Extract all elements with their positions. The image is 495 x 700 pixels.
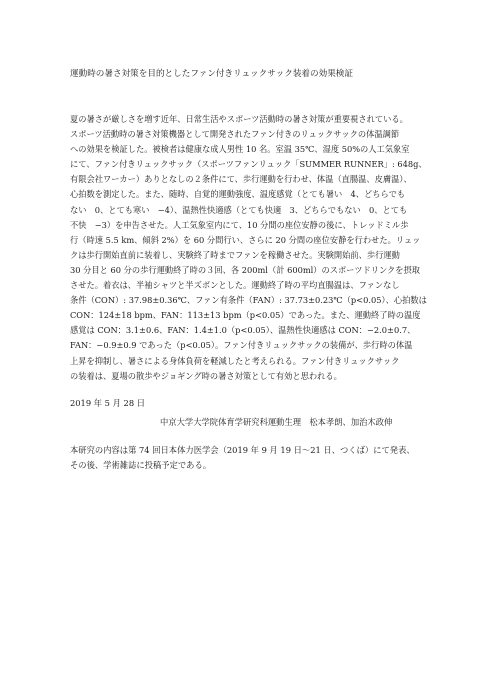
document-date: 2019 年 5 月 28 日	[70, 398, 146, 408]
body-line: 感覚は CON：3.1±0.6、FAN：1.4±1.0（p<0.05）、温熱性快適感は CON：−2.0±0.7、	[70, 325, 416, 336]
presentation-note	[70, 443, 440, 473]
body-line: の装着は、夏場の散歩やジョギング時の暑さ対策として有効と思われる。	[70, 370, 342, 381]
body-paragraph	[70, 112, 440, 384]
body-line: FAN：−0.9±0.9 であった（p<0.05）。ファン付きリュックサックの装備が、歩行時の体温	[70, 340, 413, 351]
note-line: 本研究の内容は第 74 回日本体力医学会（2019 年 9 月 19 日～21 日、つくば）にて発表、	[70, 445, 415, 455]
body-line: 夏の暑さが厳しさを増す近年、日常生活やスポーツ活動時の暑さ対策が重要視されている。	[70, 114, 408, 124]
body-line: 条件（CON）: 37.98±0.36℃、ファン有条件（FAN）: 37.73±0.23℃（p<0.05）、心拍数は	[70, 295, 427, 306]
body-line: 有限会社ワーカー）ありとなしの２条件にて、歩行運動を行わせ、体温（直腸温、皮膚温）、	[70, 174, 412, 185]
body-line: スポーツ活動時の暑さ対策機器として開発されたファン付きのリュックサックの体温調節	[70, 129, 400, 140]
body-line: CON：124±18 bpm、FAN：113±13 bpm（p<0.05）であった。また、運動終了時の温度	[70, 310, 421, 321]
document-title: 運動時の暑さ対策を目的としたファン付きリュックサック装着の効果検証	[70, 69, 353, 79]
body-line: 行（時速 5.5 km、傾斜 2%）を 60 分間行い、さらに 20 分間の座位安静を行わせた。リュッ	[70, 234, 421, 245]
body-line: ない 0、とても寒い −4）、温熱性快適感（とても快適 3、どちらでもない 0、とても	[70, 204, 408, 215]
body-line: 上昇を抑制し、暑さによる身体負荷を軽減したと考えられる。ファン付きリュックサック	[70, 355, 400, 366]
body-line: クは歩行開始直前に装着し、実験終了時までファンを稼働させた。実験開始前、歩行運動	[70, 249, 400, 260]
body-line: 不快 −3）を申告させた。人工気象室内にて、10 分間の座位安静の後に、トレッドミル歩	[70, 219, 409, 230]
body-line: させた。着衣は、半袖シャツと半ズボンとした。運動終了時の平均直腸温は、ファンなし	[70, 280, 400, 291]
body-line: にて、ファン付きリュックサック（スポーツファンリュック「SUMMER RUNNER」: 648g、	[70, 159, 427, 170]
body-line: 30 分目と 60 分の歩行運動終了時の３回、各 200ml（計 600ml）のスポーツドリンクを摂取	[70, 264, 421, 275]
body-line: 心拍数を測定した。また、随時、自覚的運動強度、温度感覚（とても暑い 4、どちらでも	[70, 189, 406, 200]
author-affiliation: 中京大学大学院体育学研究科運動生理 松本孝朗、加治木政伸	[160, 417, 393, 427]
body-line: への効果を検証した。被検者は健康な成人男性 10 名。室温 35℃、湿度 50%の人工気象室	[70, 144, 410, 155]
note-line: その後、学術雑誌に投稿予定である。	[70, 460, 212, 470]
